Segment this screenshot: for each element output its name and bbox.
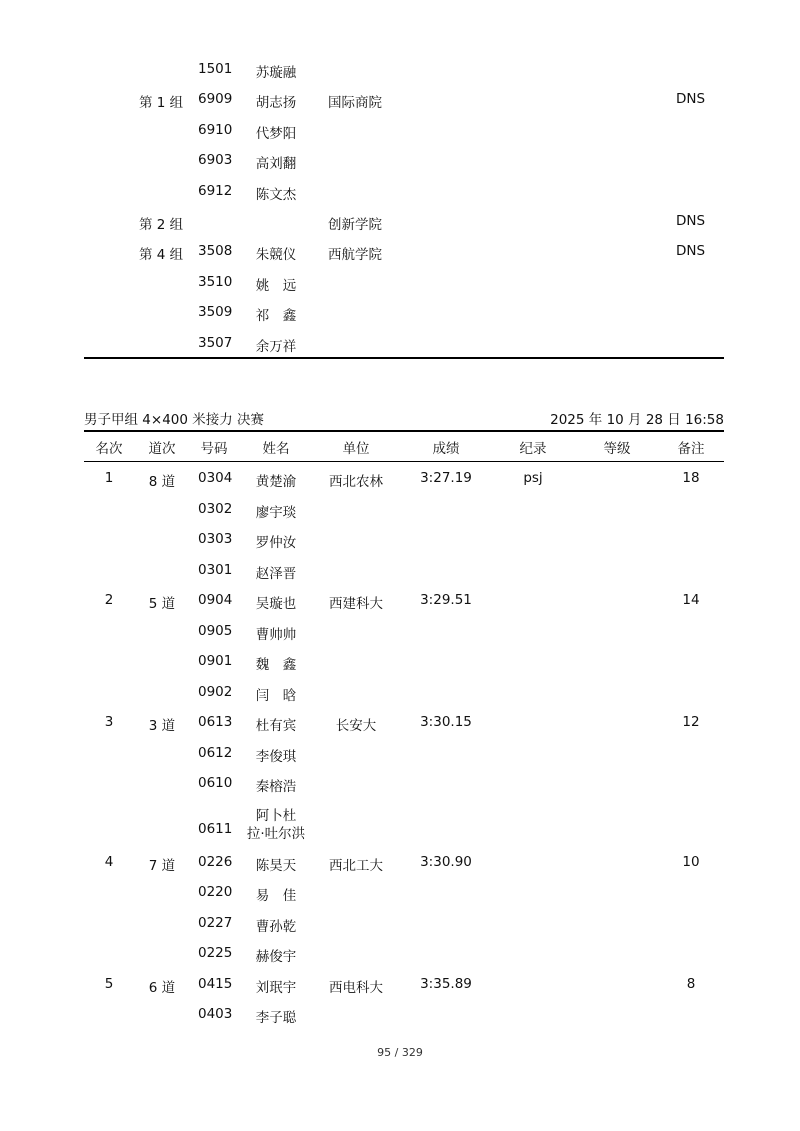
points: 8 [686,975,696,992]
member-number: 0905 [198,622,233,639]
unit-name: 西航学院 [328,247,382,264]
member-name: 刘珉宇 [255,979,297,996]
lane: 8 道 [148,474,176,490]
member-name: 吴璇也 [255,596,297,612]
member-name: 杜有宾 [255,718,297,734]
member-name: 阿卜杜 拉·吐尔洪 [246,807,306,842]
col-grade: 等级 [603,441,631,457]
col-name: 姓名 [262,441,290,457]
rank: 1 [104,470,114,486]
member-number: 0301 [198,561,233,578]
member-number: 0226 [198,853,233,870]
points: 18 [682,470,700,486]
athlete-number: 6910 [198,121,233,138]
rank: 5 [104,975,114,992]
result-time: 3:35.89 [420,975,472,992]
athlete-number: 6909 [198,91,233,108]
member-number: 0225 [198,945,233,961]
athlete-name: 陈文杰 [255,186,297,203]
member-number: 0902 [198,683,233,700]
athlete-name: 朱競仪 [255,247,297,264]
member-number: 0610 [198,775,233,791]
rank: 3 [104,714,114,730]
member-number: 0415 [198,975,233,992]
athlete-name: 胡志扬 [255,95,297,112]
athlete-name: 高刘翻 [255,156,297,173]
group-label: 第 2 组 [139,217,184,233]
member-number: 0227 [198,914,233,931]
points: 10 [682,853,700,870]
lane: 6 道 [148,979,176,996]
member-number: 0612 [198,744,233,761]
member-name: 赵泽晋 [255,565,297,582]
athlete-name: 余万祥 [255,338,297,355]
remark-dns: DNS [676,91,706,108]
member-number: 0302 [198,500,233,517]
athlete-number: 3508 [198,243,233,260]
col-result: 成绩 [432,441,460,457]
athlete-number: 6903 [198,152,233,169]
points: 12 [682,714,700,730]
col-rank: 名次 [95,441,123,457]
team-unit: 西电科大 [329,979,383,996]
member-name: 易 佳 [255,888,297,904]
athlete-number: 3510 [198,273,233,290]
rank: 2 [104,592,114,608]
athlete-name: 代梦阳 [255,125,297,142]
member-number: 0220 [198,884,233,900]
member-name: 曹孙乾 [255,918,297,935]
member-name: 赫俊宇 [255,949,297,965]
event-datetime: 2025 年 10 月 28 日 16:58 [550,412,724,428]
member-name: 曹帅帅 [255,626,297,643]
team-unit: 西北工大 [329,857,383,874]
member-number: 0613 [198,714,233,730]
member-number: 0403 [198,1006,233,1022]
member-name: 黄楚渝 [255,474,297,490]
member-name: 李子聪 [255,1010,297,1026]
athlete-number: 3507 [198,334,233,351]
col-lane: 道次 [148,441,176,457]
unit-name: 创新学院 [328,217,382,233]
member-number: 0304 [198,470,233,486]
result-time: 3:27.19 [420,470,472,486]
lane: 7 道 [148,857,176,874]
result-time: 3:30.15 [420,714,472,730]
member-name: 李俊琪 [255,748,297,765]
athlete-number: 1501 [198,61,233,77]
table-bottom-rule [84,357,724,359]
athlete-name: 祁 鑫 [255,308,297,325]
lane: 3 道 [148,718,176,734]
member-number: 0303 [198,531,233,547]
member-name: 罗仲汝 [255,535,297,551]
col-notes: 备注 [677,441,705,457]
member-number: 0611 [198,820,233,837]
rank: 4 [104,853,114,870]
member-name: 魏 鑫 [255,657,297,673]
col-record: 纪录 [519,441,547,457]
team-unit: 长安大 [335,718,377,734]
event-title: 男子甲组 4×400 米接力 决赛 [84,412,265,428]
header-bottom-rule [84,461,724,462]
athlete-number: 6912 [198,182,233,199]
member-name: 陈昊天 [255,857,297,874]
athlete-name: 姚 远 [255,277,297,294]
header-top-rule [84,430,724,432]
member-number: 0904 [198,592,233,608]
col-unit: 单位 [342,441,370,457]
record-mark: psj [523,470,543,486]
result-time: 3:30.90 [420,853,472,870]
remark-dns: DNS [676,213,706,229]
athlete-number: 3509 [198,304,233,321]
athlete-name: 苏璇融 [255,65,297,81]
unit-name: 国际商院 [328,95,382,112]
member-number: 0901 [198,653,233,669]
result-time: 3:29.51 [420,592,472,608]
points: 14 [682,592,700,608]
col-number: 号码 [200,441,228,457]
remark-dns: DNS [676,243,706,260]
member-name: 秦榕浩 [255,779,297,795]
member-name: 闫 晗 [255,687,297,704]
group-label: 第 4 组 [139,247,184,264]
team-unit: 西建科大 [329,596,383,612]
team-unit: 西北农林 [329,474,383,490]
lane: 5 道 [148,596,176,612]
page-number: 95 / 329 [377,1046,423,1059]
group-label: 第 1 组 [139,95,184,112]
member-name: 廖宇琰 [255,504,297,521]
